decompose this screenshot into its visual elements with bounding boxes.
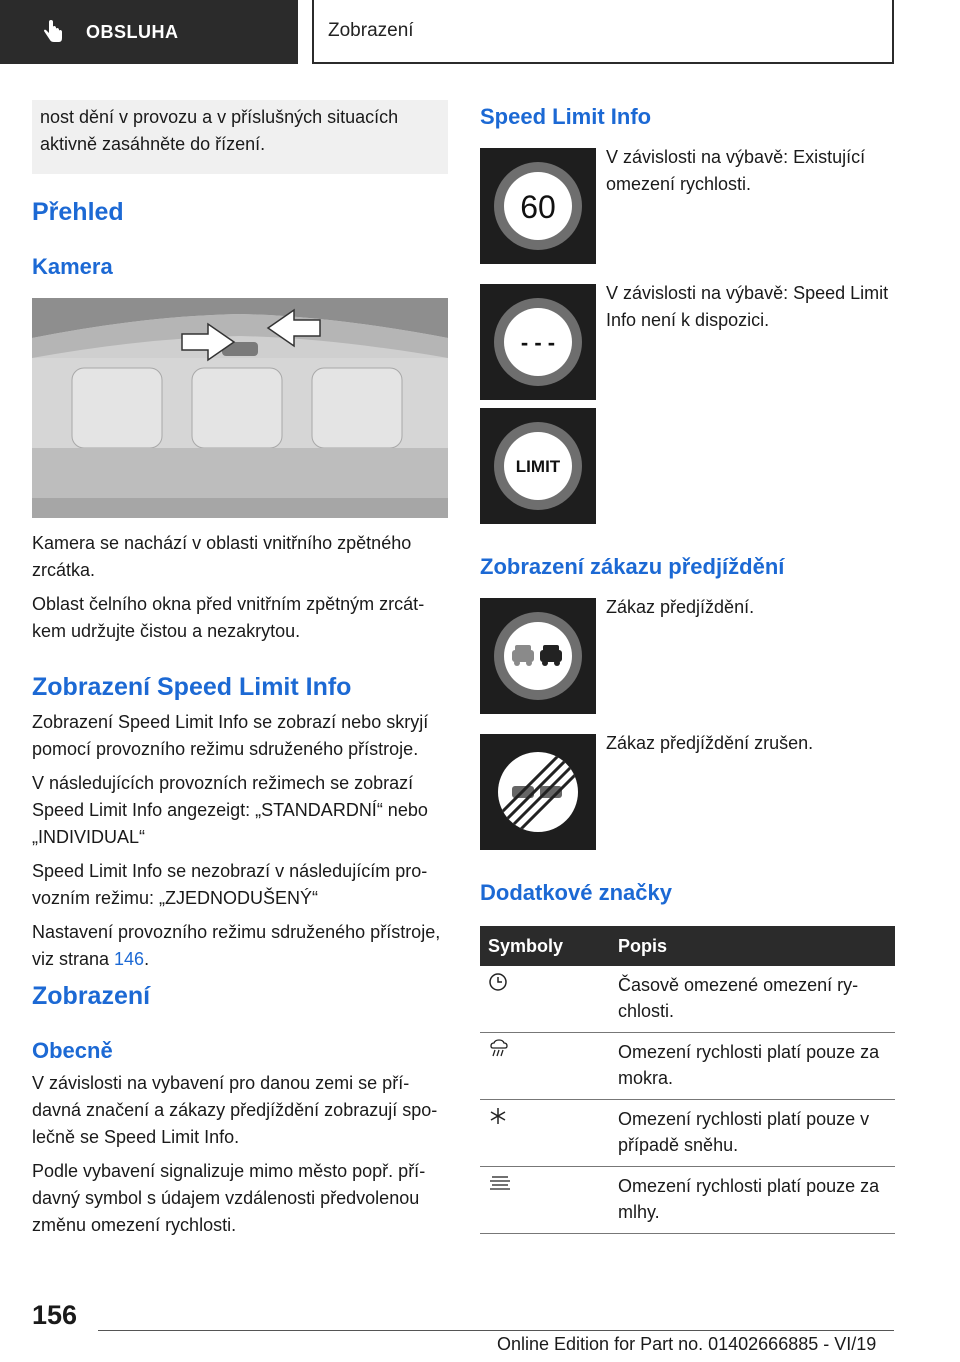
table-cell-popis: Omezení rychlosti platí pouze v případě sněhu. — [610, 1100, 895, 1167]
sign-na-value: - - - — [520, 330, 556, 355]
edition-info: Online Edition for Part no. 01402666885 - VI/19 — [497, 1334, 877, 1354]
no-overtaking-sign — [480, 598, 596, 714]
sign-60-text: V závislosti na výbavě: Existující omezení rychlosti. — [606, 147, 866, 194]
end-no-overtaking-sign — [480, 734, 596, 850]
heading-kamera: Kamera — [32, 254, 113, 279]
table-row — [480, 1033, 895, 1100]
page-link-146[interactable]: 146 — [114, 949, 145, 969]
no-overtaking-text: Zákaz předjíždění. — [606, 597, 755, 617]
table-row — [480, 1167, 895, 1234]
sli-paragraph-2: V následujících provozních režimech se zobrazí Speed Limit Info angezeigt: „STANDARDNÍ“ nebo „INDIVIDUAL“ — [32, 773, 428, 847]
rain-icon — [488, 1039, 510, 1059]
snowflake-icon — [488, 1106, 508, 1126]
sli-paragraph-1: Zobrazení Speed Limit Info se zobrazí nebo skryjí pomocí provozního režimu sdruženého přístroje. — [32, 712, 429, 759]
sli-p4-pre: Nastavení provozního režimu sdruženého přístroje, viz strana — [32, 922, 441, 969]
heading-speed-limit-info: Zobrazení Speed Limit Info — [32, 673, 352, 701]
sign-60-value: 60 — [520, 189, 556, 225]
section-label: OBSLUHA — [86, 21, 179, 42]
obecne-paragraph-1: V závislosti na vybavení pro danou zemi se přídavná značení a zákazy předjíždění zobrazují společně se Speed Limit Info. — [32, 1073, 438, 1147]
obecne-paragraph-2: Podle vybavení signalizuje mimo město popř. přídavný symbol s údajem vzdálenosti předvolenou změnu omezení rychlosti. — [32, 1161, 426, 1235]
speed-limit-60-sign — [480, 148, 596, 264]
chapter-title: Zobrazení — [328, 20, 414, 41]
table-row — [480, 1100, 895, 1167]
limit-sign-icon — [480, 408, 596, 524]
footer-divider — [98, 1330, 894, 1331]
heading-obecne: Obecně — [32, 1038, 113, 1063]
camera-location-image — [32, 298, 448, 518]
limit-sign — [480, 408, 596, 524]
clock-icon — [488, 972, 508, 992]
heading-prehled: Přehled — [32, 198, 124, 226]
chapter-title-box — [312, 0, 894, 64]
kamera-text — [32, 530, 448, 652]
additional-signs-table — [480, 926, 895, 1234]
heading-dodatkove: Dodatkové značky — [480, 880, 672, 905]
sign-na-text: V závislosti na výbavě: Speed Limit Info není k dispozici. — [606, 283, 889, 330]
end-no-overtaking-text: Zákaz předjíždění zrušen. — [606, 733, 814, 753]
heading-zakaz: Zobrazení zákazu předjíždění — [480, 554, 785, 579]
kamera-paragraph-2: Oblast čelního okna před vnitřním zpětným zrcátkem udržujte čistou a nezakrytou. — [32, 594, 425, 641]
obecne-text — [32, 1070, 448, 1246]
sli-paragraph-4 — [32, 919, 448, 973]
page-number: 156 — [32, 1300, 78, 1330]
table-cell-popis: Omezení rychlosti platí pouze za mlhy. — [610, 1167, 895, 1234]
fog-icon — [488, 1173, 512, 1193]
kamera-paragraph-1: Kamera se nachází v oblasti vnitřního zpětného zrcátka. — [32, 533, 412, 580]
no-overtaking-icon — [480, 598, 596, 714]
sli-p4-post: . — [144, 949, 150, 969]
col-header-popis: Popis — [610, 926, 895, 966]
sli-text — [32, 709, 448, 980]
table-header-row — [480, 926, 895, 966]
hand-pointer-icon — [40, 19, 66, 45]
table-cell-popis: Omezení rychlosti platí pouze za mokra. — [610, 1033, 895, 1100]
table-cell-popis: Časově omezené omezení rychlosti. — [610, 966, 895, 1033]
speed-sign-na-icon — [480, 284, 596, 400]
col-header-symbol: Symboly — [480, 926, 610, 966]
speed-sign-icon — [480, 148, 596, 264]
sign-limit-value: LIMIT — [515, 457, 561, 476]
heading-sli-right: Speed Limit Info — [480, 104, 652, 129]
section-tab[interactable] — [0, 0, 298, 64]
speed-limit-na-sign — [480, 284, 596, 400]
heading-zobrazeni: Zobrazení — [32, 982, 151, 1010]
end-no-overtaking-icon — [480, 734, 596, 850]
table-row — [480, 966, 895, 1033]
sli-paragraph-3: Speed Limit Info se nezobrazí v následujícím provozním režimu: „ZJEDNODUŠENÝ“ — [32, 861, 428, 908]
warning-note: nost dění v provozu a v příslušných situacích aktivně zasáhněte do řízení. — [32, 100, 448, 174]
